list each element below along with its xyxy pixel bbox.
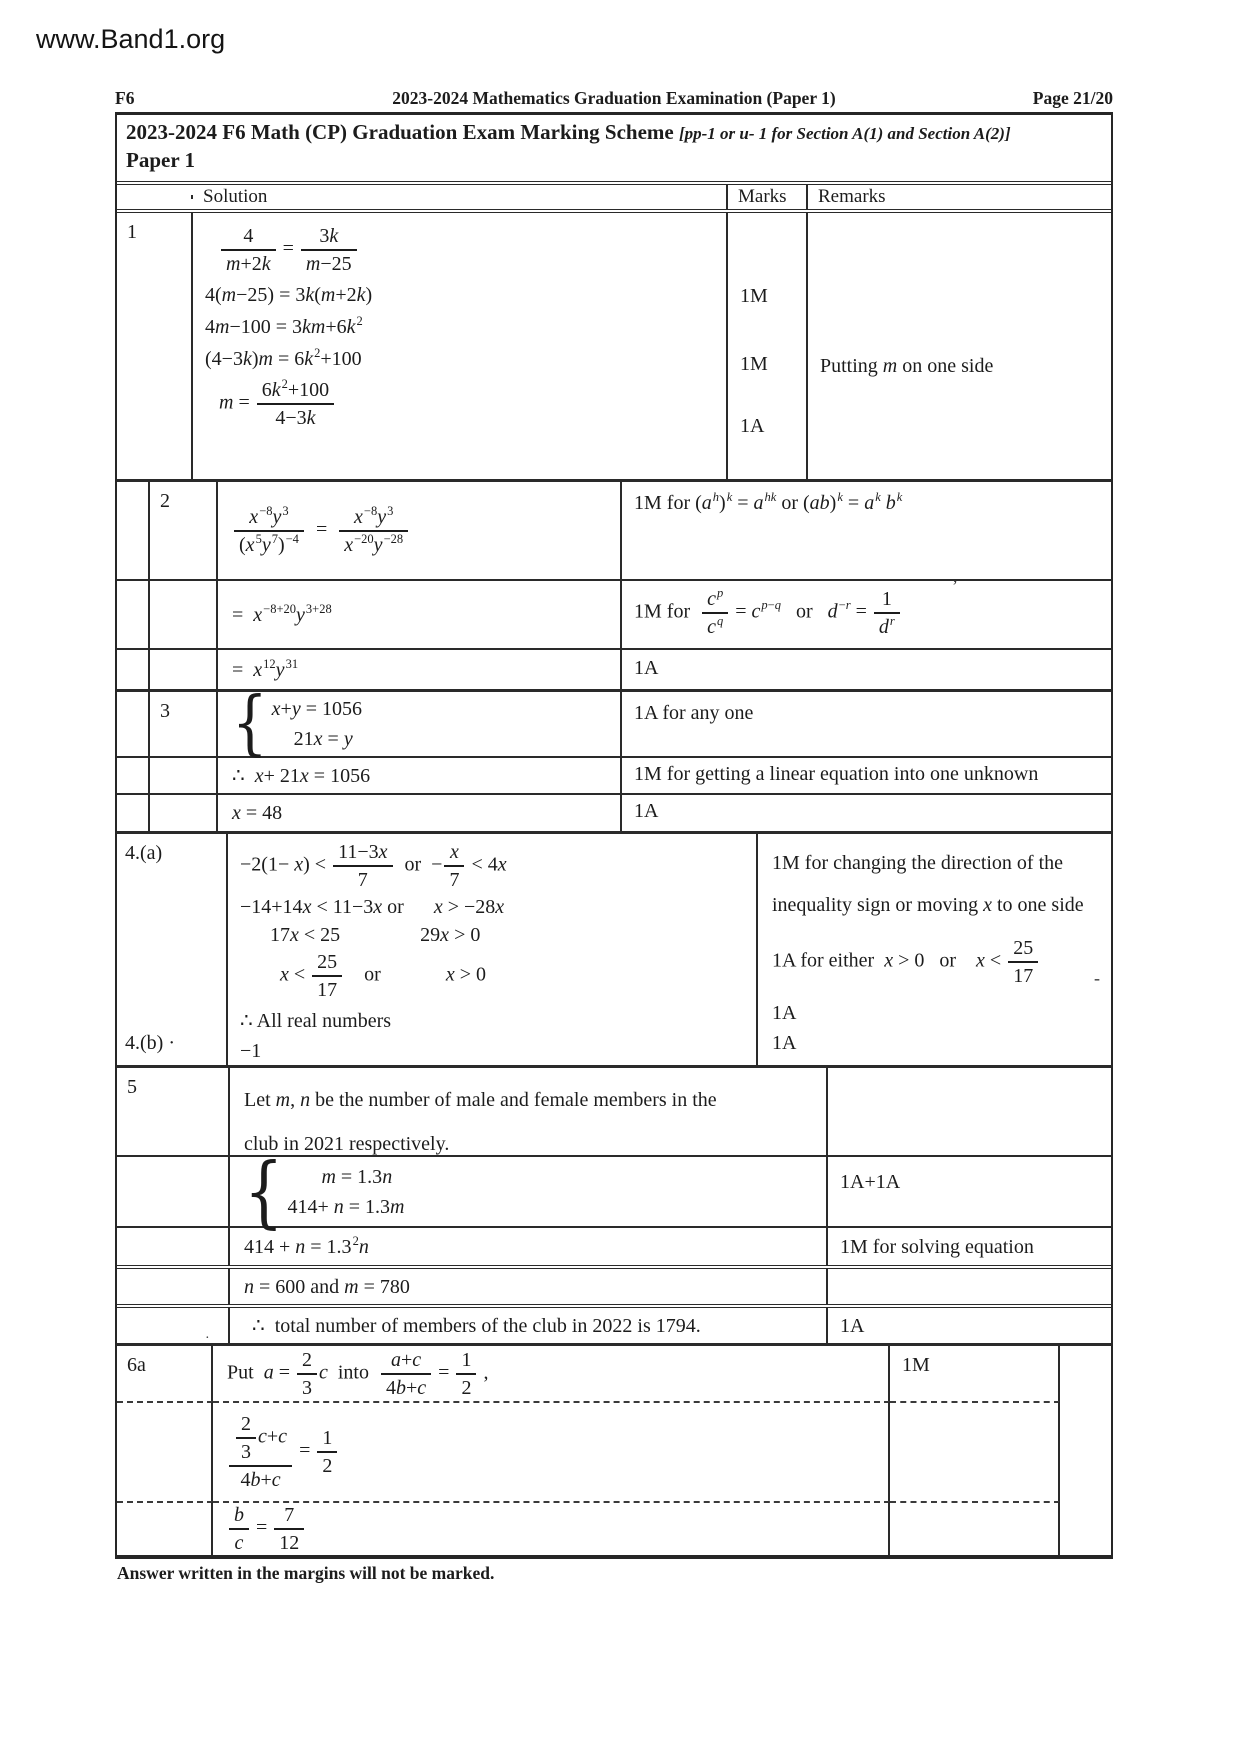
q5-solution-c	[230, 1228, 828, 1265]
question-6a-row-2	[117, 1401, 1111, 1501]
question-6a-row-3	[117, 1501, 1111, 1555]
question-6a-row-1	[117, 1343, 1111, 1401]
q2-remark-c	[622, 650, 1111, 689]
equation: m = 1.3n	[321, 1165, 393, 1188]
q4a-number: 4.(a)	[125, 842, 163, 864]
empty-number-cell	[117, 1157, 230, 1226]
mark-badge: 1A	[840, 1314, 865, 1337]
header-number-cell	[117, 195, 193, 199]
solution-text: Let m, n be the number of male and female members in the club in 2021 respectively.	[244, 1089, 722, 1155]
q3-remark-c	[622, 795, 1111, 831]
equation: 21x = y	[293, 728, 353, 750]
equation: Put a = $\frac{2}{3}$ c into $\frac{a+c}{4b+c}$ = $\frac{1}{2}$ ,	[227, 1348, 489, 1399]
page-header-left: F6	[115, 88, 135, 108]
equation: 414+ n = 1.3m	[287, 1195, 405, 1218]
question-6a-block	[117, 1343, 1111, 1555]
q6-solution-2	[213, 1401, 890, 1501]
title-paper: Paper 1	[126, 148, 196, 172]
q5-number: 5	[117, 1068, 230, 1155]
q2-solution-b	[218, 581, 622, 648]
question-2-row-a	[117, 479, 1111, 579]
q5-solution-b	[230, 1145, 828, 1237]
equation: x+y = 1056	[271, 698, 362, 720]
equation: ∴ All real numbers	[240, 1010, 392, 1032]
empty-number-cell	[117, 1401, 213, 1501]
header-solution-cell: Solution	[193, 184, 728, 210]
remark-text: 1A	[772, 1002, 797, 1024]
remark-text: 1A	[634, 800, 659, 822]
system-brace: {	[232, 682, 268, 764]
q6-margin-cell	[1060, 1346, 1111, 1401]
title-bracket: [pp-1 or u- 1 for Section A(1) and Section A(2)]	[678, 124, 1011, 143]
gutter-cell	[117, 482, 150, 579]
equation: $4m-100 = 3km+6k^2$	[205, 314, 363, 338]
equation: x = 48	[232, 802, 283, 824]
margin-warning-text: Answer written in the margins will not be marked.	[117, 1563, 495, 1583]
equation: −14+14x < 11−3x or x > −28x	[240, 896, 505, 918]
system-lines	[272, 696, 362, 752]
question-5-row-c	[117, 1226, 1111, 1265]
remark-text: 1M for getting a linear equation into one unknown	[634, 762, 1039, 785]
question-3-row-b	[117, 756, 1111, 793]
mark-badge: 1M	[740, 353, 768, 375]
q2-number: 2	[150, 482, 218, 579]
q5-solution-d	[230, 1269, 828, 1304]
question-3-row-a	[117, 682, 1111, 764]
equation: $\frac{x^{-8}y^3}{(x^5y^7)^{-4}}$ = $\frac{x^{-8}y^3}{x^{-20}y^{-28}}$	[232, 505, 410, 557]
equation: ∴ total number of members of the club in 2022 is 1794.	[252, 1314, 701, 1337]
equation-system	[232, 682, 362, 764]
q5-marks-e	[828, 1308, 1111, 1343]
q6-marks-1	[890, 1346, 1060, 1401]
q4-remarks	[758, 834, 1111, 1065]
scan-artifact: ’	[952, 576, 958, 596]
q3-solution-b	[218, 758, 622, 793]
equation: m = $\frac{6k^2+100}{4-3k}$	[219, 378, 726, 430]
q6-margin-cell	[1060, 1401, 1111, 1501]
empty-number-cell	[117, 1228, 230, 1265]
q6-number: 6a	[117, 1346, 213, 1401]
equation: = $x^{12}y^{31}$	[232, 656, 299, 681]
remark-text: 1M for solving equation	[840, 1235, 1034, 1258]
q2-solution-a	[218, 482, 622, 579]
q5-marks-b	[828, 1157, 1111, 1226]
gutter-cell	[117, 692, 150, 756]
q1-solution	[193, 213, 728, 479]
equation: $\frac{4}{m+2k}$ = $\frac{3k}{m-25}$	[219, 224, 726, 276]
question-5-row-e	[117, 1304, 1111, 1343]
remark-text: 1A for either x > 0 or x < $\frac{25}{17}$	[772, 936, 1105, 988]
system-brace: {	[244, 1145, 284, 1237]
q5-marks-c	[828, 1228, 1111, 1265]
q3-remark-b	[622, 758, 1111, 793]
equation: n = 600 and m = 780	[244, 1275, 410, 1298]
q5-marks-d	[828, 1269, 1111, 1304]
mark-badge: 1M	[740, 285, 768, 307]
question-2-row-b	[117, 579, 1111, 648]
marking-scheme-table	[115, 112, 1113, 1559]
equation-system	[244, 1145, 405, 1237]
equation: $\frac{b}{c}$ = $\frac{7}{12}$	[227, 1503, 306, 1555]
mark-badge: 1A	[740, 415, 765, 437]
q5-marks-a	[828, 1068, 1111, 1155]
page-header-center: 2023-2024 Mathematics Graduation Examination (Paper 1)	[392, 88, 836, 108]
empty-number-cell	[117, 1501, 213, 1555]
question-5-row-a	[117, 1065, 1111, 1155]
equation: $\frac{2}{3}$ c+c 4b+c = $\frac{1}{2}$	[227, 1412, 339, 1492]
empty-number-cell	[150, 758, 218, 793]
q6-solution-3	[213, 1501, 890, 1555]
q3-solution-a	[218, 682, 622, 764]
q6-solution-1	[213, 1346, 890, 1401]
empty-number-cell	[150, 581, 218, 648]
q1-number: 1	[117, 213, 193, 479]
q3-solution-c	[218, 795, 622, 831]
remark-text: 1A	[772, 1032, 797, 1054]
mark-badge: 1M	[902, 1354, 930, 1376]
gutter-cell	[117, 581, 150, 648]
q6-marks-3	[890, 1501, 1060, 1555]
equation: 17x < 25 29x > 0	[240, 924, 481, 946]
empty-number-cell	[117, 1308, 230, 1343]
gutter-cell	[117, 795, 150, 831]
empty-number-cell	[150, 650, 218, 689]
question-4-row	[117, 831, 1111, 1065]
title-main: 2023-2024 F6 Math (CP) Graduation Exam Marking Scheme	[126, 120, 679, 144]
document-title-block	[117, 115, 1111, 181]
q5-solution-e	[230, 1308, 828, 1343]
header-remarks-cell: Remarks	[818, 186, 886, 207]
q2-remark-a	[622, 482, 1111, 579]
equation: x < $\frac{25}{17}$ or x > 0	[280, 951, 487, 1001]
scan-artifact: -	[1094, 968, 1100, 988]
remark-text: Putting m on one side	[820, 355, 994, 377]
equation: $414 + n = 1.3^2n$	[244, 1233, 369, 1258]
page-header-right: Page 21/20	[1032, 88, 1113, 108]
remark-text: 1A	[634, 656, 659, 679]
page-header	[115, 88, 1113, 109]
q5-solution-a	[230, 1068, 828, 1155]
remark-text: 1A for any one	[634, 702, 754, 724]
equation: $(4-3k)m = 6k^2+100$	[205, 346, 362, 370]
q2-remark-b	[622, 581, 1111, 648]
scan-artifact: ·	[205, 1331, 210, 1346]
q3-remark-a	[622, 692, 1111, 756]
q2-solution-c	[218, 650, 622, 689]
empty-number-cell	[117, 1269, 230, 1304]
equation: = $x^{-8+20}y^{3+28}$	[232, 601, 332, 626]
equation: −1	[240, 1040, 262, 1062]
title-line	[126, 120, 1105, 145]
q4-solution	[228, 834, 758, 1065]
watermark-text: www.Band1.org	[36, 24, 226, 54]
equation: −2(1− x) < $\frac{11-3x}{7}$ or − $\frac{x}{7}$ < 4x	[240, 841, 507, 891]
empty-number-cell	[150, 795, 218, 831]
equation: 4(m−25) = 3k(m+2k)	[205, 284, 373, 306]
equation: ∴ x+ 21x = 1056	[232, 764, 371, 787]
q3-number: 3	[150, 692, 218, 756]
question-5-row-d	[117, 1265, 1111, 1304]
question-1-row	[117, 213, 1111, 479]
header-marks-cell: Marks	[728, 184, 808, 210]
remark-text: 1M for $(a^h)^k = a^{hk}$ or $(ab)^k = a^k$ $b^k$	[634, 490, 903, 514]
q6-marks-2	[890, 1401, 1060, 1501]
q1-marks	[728, 213, 808, 479]
q6-margin-cell	[1060, 1501, 1111, 1555]
q4b-number: 4.(b) ·	[125, 1032, 175, 1054]
system-lines	[287, 1164, 404, 1220]
gutter-cell	[117, 650, 150, 689]
q1-remarks	[808, 213, 1111, 479]
q4-number-cell	[117, 834, 228, 1065]
remark-text: 1M for changing the direction of the inequality sign or moving x to one side	[772, 852, 1084, 916]
question-5-row-b	[117, 1145, 1111, 1237]
gutter-cell	[117, 758, 150, 793]
table-header-row	[117, 181, 1111, 213]
remark-text: 1M for $\frac{c^p}{c^q}$ = $c^{p-q}$ or $d^{-r}$ = $\frac{1}{d^r}$	[634, 587, 902, 639]
question-3-row-c	[117, 793, 1111, 831]
mark-badge: 1A+1A	[840, 1171, 901, 1193]
